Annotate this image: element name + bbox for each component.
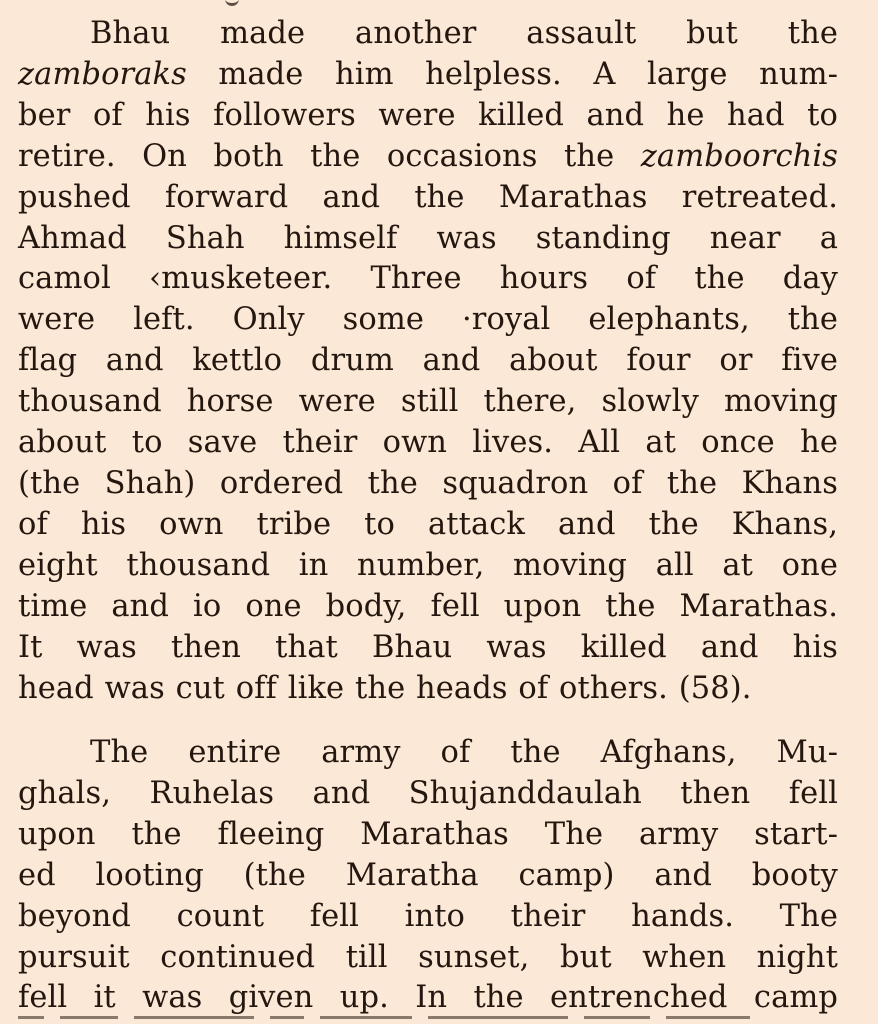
text-line: eight thousand in number, moving all at one [18, 547, 838, 583]
text-line: flag and kettlo drum and about four or five [18, 343, 838, 379]
italic-term: zamboorchis [640, 138, 838, 174]
text-line: beyond count fell into their hands. The [18, 898, 838, 934]
text-line: It was then that Bhau was killed and his [18, 629, 838, 665]
text-line: fell it was given up. In the entrenched camp [18, 980, 838, 1016]
cropped-next-line [18, 1016, 838, 1024]
text-line: camol ‹musketeer. Three hours of the day [18, 261, 838, 297]
text-line: ed looting (the Maratha camp) and booty [18, 857, 838, 893]
text-line: ber of his followers were killed and he had to [18, 97, 838, 133]
text-line: time and io one body, fell upon the Marathas. [18, 588, 838, 624]
text-line: head was cut off like the heads of others. (58). [18, 670, 752, 706]
text-line: Ahmad Shah himself was standing near a [18, 220, 838, 256]
paragraph-2 [18, 733, 838, 1019]
paragraph-1 [18, 14, 838, 709]
text-line: pursuit continued till sunset, but when night [18, 939, 838, 975]
text-line: were left. Only some ·royal elephants, the [18, 302, 838, 338]
italic-term: zamboraks [18, 56, 187, 92]
text-line: zamboraks made him helpless. A large num- [18, 56, 838, 92]
text-line: The entire army of the Afghans, Mu- [90, 735, 838, 770]
text-line: retire. On both the occasions the zamboorchis [18, 138, 838, 174]
cropped-glyph-top [225, 0, 239, 6]
text-line: pushed forward and the Marathas retreated. [18, 179, 838, 215]
text-line: upon the fleeing Marathas The army start- [18, 816, 838, 852]
text-line: Bhau made another assault but the [90, 16, 838, 51]
text-line: about to save their own lives. All at once he [18, 425, 838, 461]
text-line: thousand horse were still there, slowly moving [18, 384, 838, 420]
text-line: of his own tribe to attack and the Khans, [18, 506, 838, 542]
text-line: (the Shah) ordered the squadron of the Khans [18, 465, 838, 501]
text-line: ghals, Ruhelas and Shujanddaulah then fell [18, 775, 838, 811]
